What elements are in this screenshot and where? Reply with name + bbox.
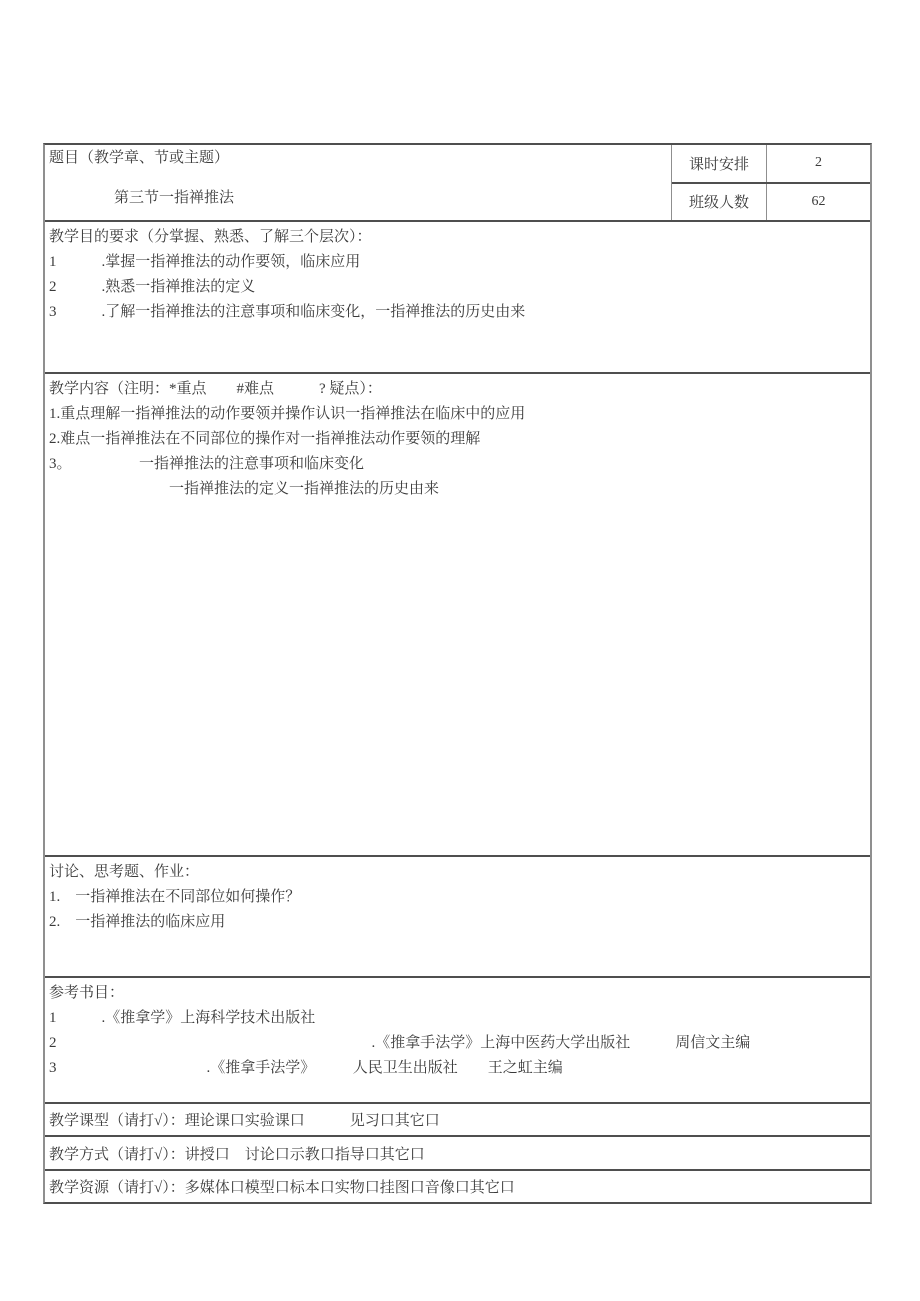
discussion-item: 1. 一指禅推法在不同部位如何操作？ — [49, 889, 301, 905]
content-item: 3。 一指禅推法的注意事项和临床变化 — [49, 456, 365, 472]
class-size-value-cell: 62 — [811, 193, 826, 209]
content-section — [45, 372, 870, 855]
title-label: 题目（教学章、节或主题） — [49, 150, 230, 166]
objective-item: 1 .掌握一指禅推法的动作要领，临床应用 — [49, 254, 361, 270]
discussion-item: 2. 一指禅推法的临床应用 — [49, 914, 226, 930]
objective-item: 2 .熟悉一指禅推法的定义 — [49, 279, 256, 295]
teaching-method-row — [45, 1135, 870, 1169]
content-heading: 教学内容（注明：*重点 #难点 ? 疑点）： — [49, 381, 382, 397]
hours-row — [672, 145, 870, 182]
reference-item: 1 .《推拿学》上海科学技术出版社 — [49, 1010, 316, 1026]
class-size-row — [672, 182, 870, 221]
header-row — [45, 145, 870, 220]
teaching-method-text: 教学方式（请打√）：讲授口 讨论口示教口指导口其它口 — [49, 1146, 425, 1163]
references-section — [45, 976, 870, 1102]
teaching-resources-text: 教学资源（请打√）：多媒体口模型口标本口实物口挂图口音像口其它口 — [49, 1180, 515, 1196]
hours-value-cell: 2 — [815, 155, 822, 171]
reference-item: 3 .《推拿手法学》 人民卫生出版社 王之虹主编 — [49, 1060, 563, 1076]
teaching-resources-row — [45, 1169, 870, 1202]
content-item: 1.重点理解一指禅推法的动作要领并操作认识一指禅推法在临床中的应用 — [49, 406, 526, 422]
title-value: 第三节一指禅推法 — [114, 190, 235, 206]
hours-label-cell: 课时安排 — [672, 145, 767, 182]
header-side-column — [672, 145, 870, 220]
course-type-row — [45, 1102, 870, 1135]
lesson-plan-table — [43, 143, 872, 1204]
title-cell — [45, 145, 672, 220]
objectives-section — [45, 220, 870, 372]
reference-item: 2 .《推拿手法学》上海中医药大学出版社 周信文主编 — [49, 1035, 751, 1051]
discussion-section — [45, 855, 870, 976]
objectives-heading: 教学目的要求（分掌握、熟悉、了解三个层次）： — [49, 229, 372, 245]
class-size-label-cell: 班级人数 — [672, 184, 767, 221]
content-item: 一指禅推法的定义一指禅推法的历史由来 — [49, 481, 440, 497]
discussion-heading: 讨论、思考题、作业： — [49, 864, 200, 880]
content-item: 2.难点一指禅推法在不同部位的操作对一指禅推法动作要领的理解 — [49, 431, 481, 447]
course-type-text: 教学课型（请打√）：理论课口实验课口 见习口其它口 — [49, 1113, 440, 1129]
references-heading: 参考书目： — [49, 985, 125, 1001]
objective-item: 3 .了解一指禅推法的注意事项和临床变化，一指禅推法的历史由来 — [49, 304, 526, 320]
